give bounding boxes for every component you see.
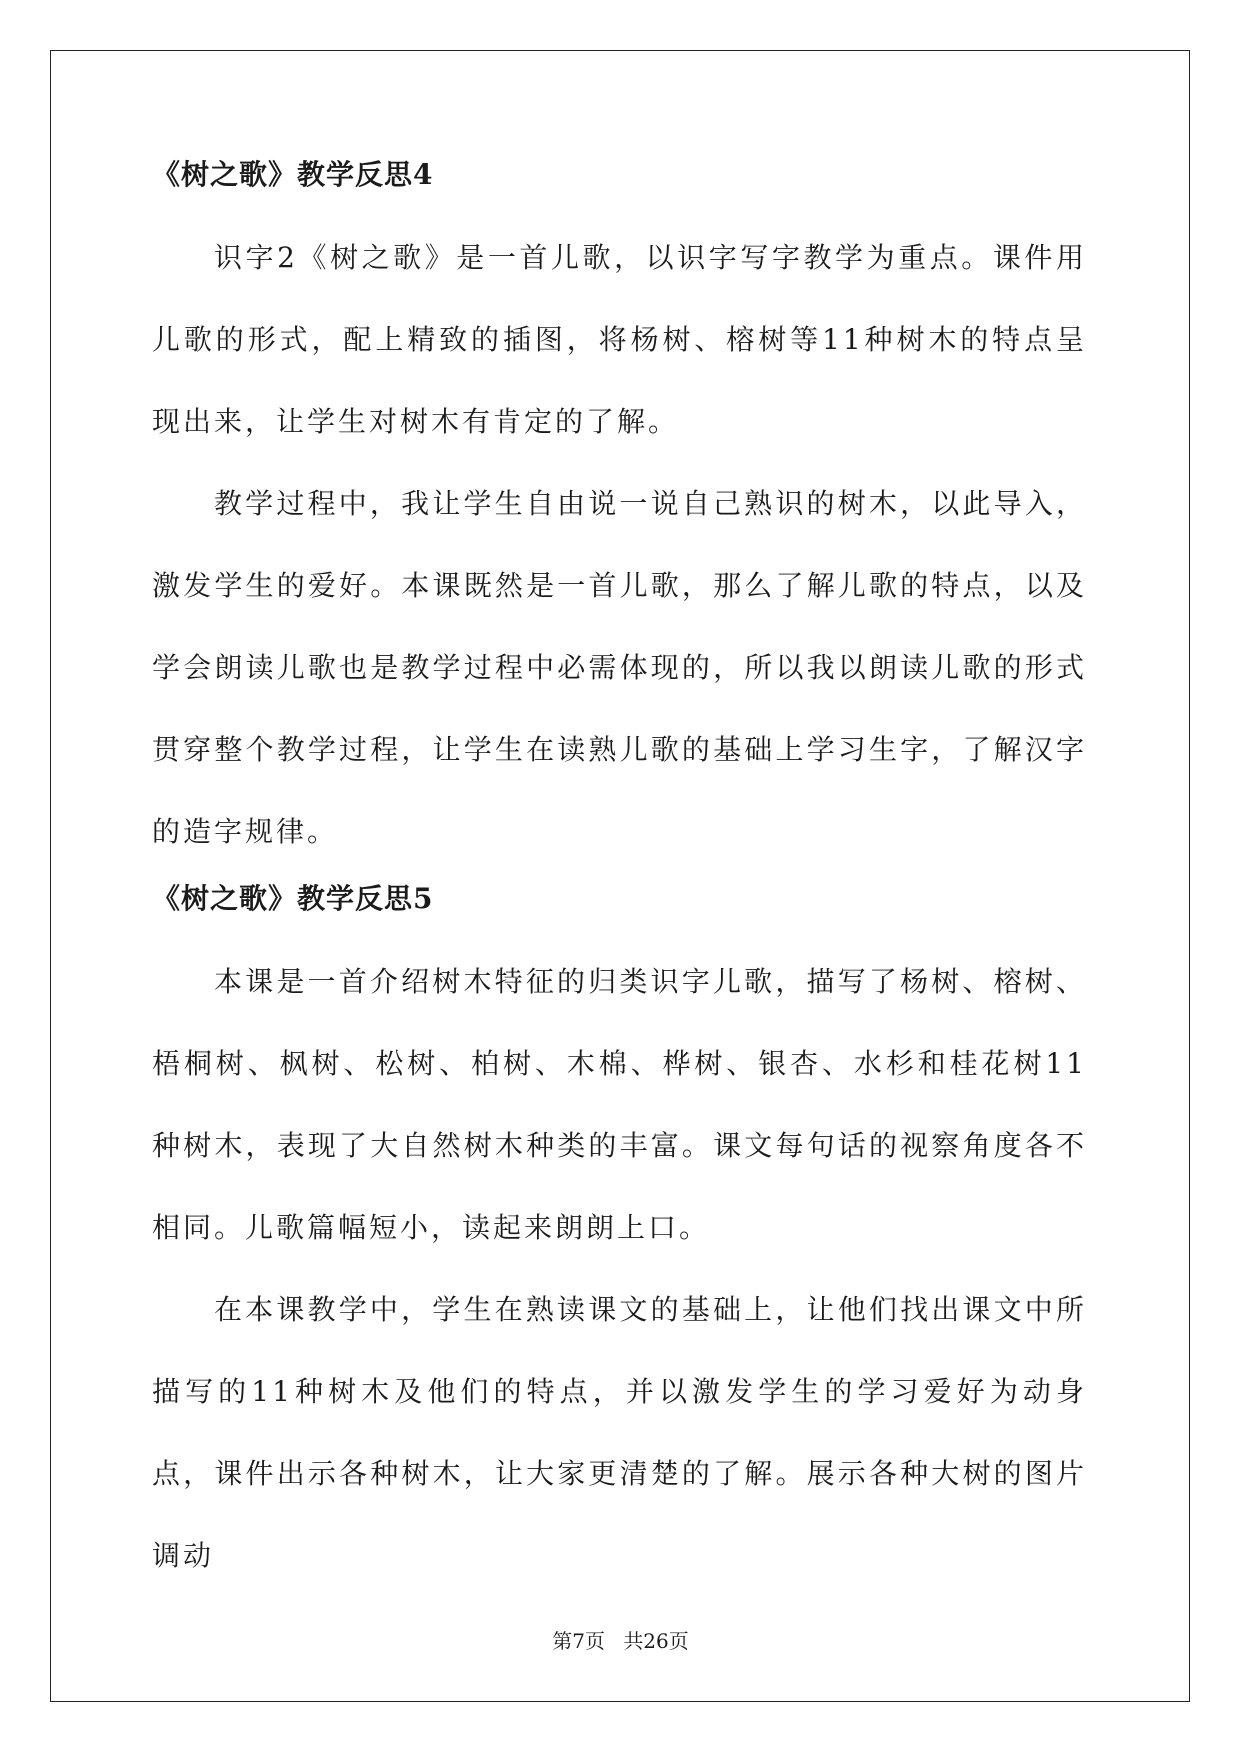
page-total: 共26页 <box>623 1629 689 1653</box>
paragraph: 识字2《树之歌》是一首儿歌，以识字写字教学为重点。课件用儿歌的形式，配上精致的插图，将杨树、榕树等11种树木的特点呈现出来，让学生对树木有肯定的了解。 <box>152 241 1087 438</box>
page-number: 第7页 <box>552 1629 605 1653</box>
document-body <box>152 155 1087 1597</box>
paragraph: 教学过程中，我让学生自由说一说自己熟识的树木，以此导入，激发学生的爱好。本课既然是一首儿歌，那么了解儿歌的特点，以及学会朗读儿歌也是教学过程中必需体现的，所以我以朗读儿歌的形式贯穿整个教学过程，让学生在读熟儿歌的基础上学习生字，了解汉字的造字规律。 <box>152 487 1087 848</box>
paragraph: 在本课教学中，学生在熟读课文的基础上，让他们找出课文中所描写的11种树木及他们的特点，并以激发学生的学习爱好为动身点，课件出示各种树木，让大家更清楚的了解。展示各种大树的图片调动 <box>152 1293 1087 1572</box>
section-title: 《树之歌》教学反思5 <box>152 882 434 915</box>
page-footer <box>0 1625 1241 1654</box>
paragraph: 本课是一首介绍树木特征的归类识字儿歌，描写了杨树、榕树、梧桐树、枫树、松树、柏树、木棉、桦树、银杏、水杉和桂花树11种树木，表现了大自然树木种类的丰富。课文每句话的视察角度各不相同。儿歌篇幅短小，读起来朗朗上口。 <box>152 965 1087 1244</box>
section-title: 《树之歌》教学反思4 <box>152 158 434 191</box>
